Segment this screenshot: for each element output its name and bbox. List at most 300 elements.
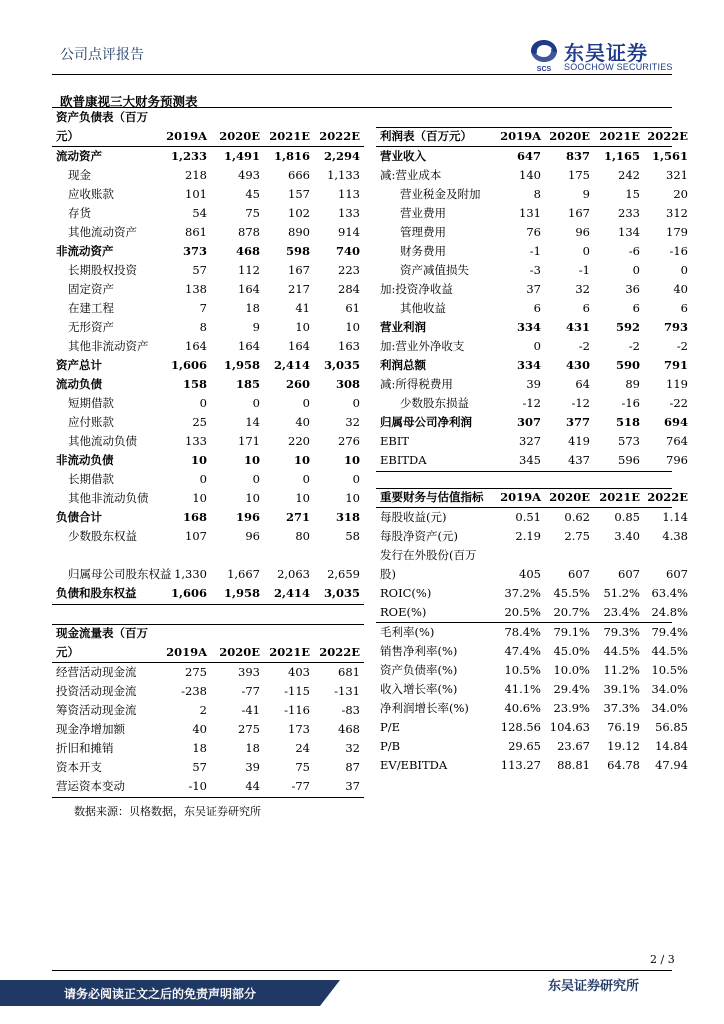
row-label: P/E bbox=[380, 720, 401, 734]
table-row bbox=[376, 546, 688, 584]
row-label: 利润总额 bbox=[380, 358, 426, 372]
row-value: 134 bbox=[618, 225, 640, 239]
row-value: 2.19 bbox=[515, 529, 541, 543]
row-value: 10 bbox=[243, 453, 260, 467]
row-value: 18 bbox=[245, 741, 260, 755]
row-value: 1,606 bbox=[170, 358, 207, 372]
row-label: EV/EBITDA bbox=[380, 758, 448, 772]
row-label: 非流动负债 bbox=[56, 453, 114, 467]
row-value: 0 bbox=[252, 472, 260, 486]
row-value: -238 bbox=[181, 684, 207, 698]
row-value: 63.4% bbox=[651, 586, 688, 600]
row-label: P/B bbox=[380, 739, 401, 753]
row-label: 在建工程 bbox=[68, 301, 114, 315]
table-row bbox=[376, 204, 688, 223]
row-label: 加:投资净收益 bbox=[380, 282, 453, 296]
row-value: 468 bbox=[235, 244, 260, 258]
row-value: -10 bbox=[188, 779, 207, 793]
row-value: 133 bbox=[185, 434, 207, 448]
table-row bbox=[376, 661, 688, 680]
row-value: -16 bbox=[621, 396, 640, 410]
row-value: 167 bbox=[288, 263, 310, 277]
row-label: 管理费用 bbox=[400, 225, 446, 239]
table-row bbox=[52, 508, 364, 527]
row-value: 9 bbox=[582, 187, 590, 201]
row-value: 590 bbox=[615, 358, 640, 372]
row-value: 19.12 bbox=[607, 739, 640, 753]
row-value: 78.4% bbox=[504, 625, 541, 639]
row-value: -83 bbox=[341, 703, 360, 717]
row-value: 157 bbox=[288, 187, 310, 201]
table-header-row bbox=[376, 488, 688, 507]
row-value: 164 bbox=[185, 339, 207, 353]
row-value: 3,035 bbox=[323, 586, 360, 600]
table-header-row bbox=[376, 127, 688, 146]
row-label: 其他非流动资产 bbox=[68, 339, 149, 353]
row-label: 收入增长率(%) bbox=[380, 682, 458, 696]
table-row bbox=[376, 337, 688, 356]
table-rule bbox=[376, 471, 672, 472]
row-value: 37.3% bbox=[603, 701, 640, 715]
row-value: 20 bbox=[673, 187, 688, 201]
table-row bbox=[376, 756, 688, 775]
row-value: 10.0% bbox=[553, 663, 590, 677]
row-label: 负债和股东权益 bbox=[56, 586, 137, 600]
table-row bbox=[52, 394, 364, 413]
row-label: EBIT bbox=[380, 434, 410, 448]
row-value: 3,035 bbox=[323, 358, 360, 372]
row-label: 每股净资产(元) bbox=[380, 529, 458, 543]
table-row bbox=[376, 699, 688, 718]
row-value: 0 bbox=[302, 396, 310, 410]
row-label: 筹资活动现金流 bbox=[56, 703, 137, 717]
table-row bbox=[52, 413, 364, 432]
row-value: 764 bbox=[666, 434, 688, 448]
header-divider bbox=[52, 74, 672, 75]
row-label: 资产负债率(%) bbox=[380, 663, 458, 677]
company-logo bbox=[528, 38, 678, 74]
row-value: 24 bbox=[295, 741, 310, 755]
row-value: 24.8% bbox=[651, 605, 688, 619]
row-value: -16 bbox=[669, 244, 688, 258]
row-value: 44.5% bbox=[603, 644, 640, 658]
row-value: 1.14 bbox=[662, 510, 688, 524]
year-header: 2021E bbox=[269, 129, 310, 143]
row-value: 32 bbox=[575, 282, 590, 296]
row-value: 1,958 bbox=[223, 358, 260, 372]
table-row bbox=[52, 546, 364, 565]
table-row bbox=[376, 242, 688, 261]
row-label: 营业税金及附加 bbox=[400, 187, 481, 201]
row-value: 796 bbox=[666, 453, 688, 467]
row-label: 长期股权投资 bbox=[68, 263, 137, 277]
row-value: 101 bbox=[185, 187, 207, 201]
table-row bbox=[52, 565, 364, 584]
row-value: 598 bbox=[285, 244, 310, 258]
row-label: 归属母公司股东权益 bbox=[68, 567, 172, 581]
row-value: 1,606 bbox=[170, 586, 207, 600]
table-row bbox=[376, 737, 688, 756]
row-value: -77 bbox=[241, 684, 260, 698]
table-row bbox=[376, 508, 688, 527]
row-label: 经营活动现金流 bbox=[56, 665, 137, 679]
row-value: 334 bbox=[516, 320, 541, 334]
footer-firm-name: 东吴证券研究所 bbox=[548, 979, 640, 994]
row-value: 10.5% bbox=[651, 663, 688, 677]
table-title-row bbox=[52, 624, 364, 643]
row-value: 29.65 bbox=[508, 739, 541, 753]
row-value: 1,330 bbox=[174, 567, 207, 581]
table-row bbox=[376, 299, 688, 318]
table-row bbox=[52, 375, 364, 394]
table-row bbox=[376, 527, 688, 546]
row-value: 133 bbox=[338, 206, 360, 220]
year-header: 2022E bbox=[647, 129, 688, 143]
row-value: 37 bbox=[526, 282, 541, 296]
row-value: -41 bbox=[241, 703, 260, 717]
report-title: 欧普康视三大财务预测表 bbox=[60, 94, 198, 109]
row-value: 275 bbox=[238, 722, 260, 736]
row-value: 57 bbox=[192, 760, 207, 774]
table-row bbox=[52, 261, 364, 280]
row-label: 每股收益(元) bbox=[380, 510, 447, 524]
row-value: 196 bbox=[235, 510, 260, 524]
row-value: 61 bbox=[345, 301, 360, 315]
row-value: 113 bbox=[338, 187, 360, 201]
row-value: 1,958 bbox=[223, 586, 260, 600]
row-label: 减:营业成本 bbox=[380, 168, 442, 182]
row-value: -6 bbox=[628, 244, 640, 258]
row-value: 791 bbox=[663, 358, 688, 372]
row-value: 29.4% bbox=[553, 682, 590, 696]
row-value: 23.67 bbox=[557, 739, 590, 753]
row-value: 307 bbox=[516, 415, 541, 429]
row-value: 10 bbox=[343, 453, 360, 467]
row-value: 88.81 bbox=[557, 758, 590, 772]
row-value: 373 bbox=[182, 244, 207, 258]
row-value: 41.1% bbox=[504, 682, 541, 696]
row-label: 非流动资产 bbox=[56, 244, 114, 258]
row-value: 0 bbox=[352, 396, 360, 410]
page-number: 2 / 3 bbox=[650, 953, 675, 966]
row-value: 64.78 bbox=[607, 758, 640, 772]
table-row bbox=[52, 318, 364, 337]
table-row bbox=[52, 739, 364, 758]
year-header: 2021E bbox=[599, 490, 640, 504]
row-label: 营业利润 bbox=[380, 320, 426, 334]
disclaimer-notice: 请务必阅读正文之后的免责声明部分 bbox=[64, 987, 257, 1001]
row-value: 393 bbox=[238, 665, 260, 679]
row-value: 0 bbox=[533, 339, 541, 353]
table-row bbox=[376, 413, 688, 432]
row-value: 914 bbox=[338, 225, 360, 239]
row-label: 营运资本变动 bbox=[56, 779, 125, 793]
report-type-label: 公司点评报告 bbox=[60, 47, 144, 63]
row-value: 87 bbox=[345, 760, 360, 774]
row-label: 流动负债 bbox=[56, 377, 102, 391]
table-row bbox=[376, 185, 688, 204]
table-row bbox=[376, 642, 688, 661]
row-value: 119 bbox=[666, 377, 688, 391]
row-label: 少数股东权益 bbox=[68, 529, 137, 543]
table-rule bbox=[52, 604, 364, 605]
table-row bbox=[376, 680, 688, 699]
table-row bbox=[376, 166, 688, 185]
table-row bbox=[52, 527, 364, 546]
table-title-row bbox=[52, 108, 364, 127]
row-value: 44.5% bbox=[651, 644, 688, 658]
row-value: 0 bbox=[302, 472, 310, 486]
row-value: 64 bbox=[575, 377, 590, 391]
row-label: 短期借款 bbox=[68, 396, 114, 410]
row-value: 23.9% bbox=[553, 701, 590, 715]
table-row bbox=[376, 356, 688, 375]
row-value: -12 bbox=[522, 396, 541, 410]
row-value: 75 bbox=[245, 206, 260, 220]
table-row bbox=[376, 223, 688, 242]
row-label-cont: 股) bbox=[380, 567, 396, 581]
row-value: 164 bbox=[238, 282, 260, 296]
table-row bbox=[52, 663, 364, 682]
row-value: 430 bbox=[565, 358, 590, 372]
row-value: 10 bbox=[293, 453, 310, 467]
table-row bbox=[52, 337, 364, 356]
row-value: 41 bbox=[295, 301, 310, 315]
row-value: 128.56 bbox=[500, 720, 541, 734]
row-value: 0 bbox=[632, 263, 640, 277]
year-header: 2020E bbox=[219, 129, 260, 143]
row-value: 89 bbox=[625, 377, 640, 391]
table-row bbox=[52, 432, 364, 451]
year-header: 2022E bbox=[319, 645, 360, 659]
row-value: 666 bbox=[288, 168, 310, 182]
row-value: 837 bbox=[565, 149, 590, 163]
data-source-note: 数据来源：贝格数据，东吴证券研究所 bbox=[74, 805, 261, 818]
row-value: 40 bbox=[192, 722, 207, 736]
row-value: 167 bbox=[568, 206, 590, 220]
row-value: 37.2% bbox=[504, 586, 541, 600]
table-title: 重要财务与估值指标 bbox=[380, 490, 484, 504]
row-value: 681 bbox=[338, 665, 360, 679]
row-value: 0 bbox=[352, 472, 360, 486]
table-title: 利润表（百万元） bbox=[380, 129, 472, 143]
row-value: 112 bbox=[238, 263, 260, 277]
row-value: 327 bbox=[519, 434, 541, 448]
row-value: 861 bbox=[185, 225, 207, 239]
row-label: 无形资产 bbox=[68, 320, 114, 334]
row-value: 113.27 bbox=[500, 758, 541, 772]
row-value: 164 bbox=[288, 339, 310, 353]
table-row bbox=[52, 204, 364, 223]
table-row bbox=[376, 451, 688, 470]
row-value: 217 bbox=[288, 282, 310, 296]
row-label: 销售净利率(%) bbox=[380, 644, 458, 658]
table-title: 现金流量表（百万 bbox=[56, 626, 148, 640]
year-header: 2019A bbox=[500, 490, 541, 504]
row-value: 242 bbox=[618, 168, 640, 182]
row-value: 185 bbox=[235, 377, 260, 391]
table-row bbox=[376, 318, 688, 337]
row-value: 9 bbox=[252, 320, 260, 334]
row-label: EBITDA bbox=[380, 453, 427, 467]
row-value: 171 bbox=[238, 434, 260, 448]
table-row bbox=[52, 701, 364, 720]
row-value: 25 bbox=[192, 415, 207, 429]
table-row bbox=[52, 489, 364, 508]
row-value: -77 bbox=[291, 779, 310, 793]
year-header: 2019A bbox=[500, 129, 541, 143]
row-value: 6 bbox=[533, 301, 541, 315]
row-value: 518 bbox=[615, 415, 640, 429]
row-value: 2,659 bbox=[327, 567, 360, 581]
row-label: ROIC(%) bbox=[380, 586, 432, 600]
row-value: -22 bbox=[669, 396, 688, 410]
row-value: 0 bbox=[252, 396, 260, 410]
row-value: 878 bbox=[238, 225, 260, 239]
table-row bbox=[376, 147, 688, 166]
row-value: 596 bbox=[618, 453, 640, 467]
row-value: 1,165 bbox=[603, 149, 640, 163]
row-value: 647 bbox=[516, 149, 541, 163]
row-value: 96 bbox=[575, 225, 590, 239]
logo-english-name: SOOCHOW SECURITIES bbox=[564, 62, 673, 72]
row-value: 179 bbox=[666, 225, 688, 239]
row-value: 37 bbox=[345, 779, 360, 793]
row-value: 694 bbox=[663, 415, 688, 429]
footer-divider bbox=[52, 970, 672, 971]
row-label: 投资活动现金流 bbox=[56, 684, 137, 698]
row-value: 220 bbox=[288, 434, 310, 448]
row-value: 140 bbox=[519, 168, 541, 182]
row-value: 57 bbox=[192, 263, 207, 277]
row-value: 32 bbox=[345, 415, 360, 429]
table-title: 资产负债表（百万 bbox=[56, 110, 148, 124]
table-row bbox=[376, 280, 688, 299]
year-header: 2021E bbox=[599, 129, 640, 143]
row-value: 1,491 bbox=[223, 149, 260, 163]
row-value: 271 bbox=[285, 510, 310, 524]
year-header: 2021E bbox=[269, 645, 310, 659]
row-value: 0.62 bbox=[564, 510, 590, 524]
row-value: 7 bbox=[199, 301, 207, 315]
row-value: 419 bbox=[568, 434, 590, 448]
logo-mark-text: SCS bbox=[536, 66, 552, 72]
row-value: 79.3% bbox=[603, 625, 640, 639]
table-row bbox=[52, 299, 364, 318]
row-value: 14 bbox=[245, 415, 260, 429]
row-value: 10.5% bbox=[504, 663, 541, 677]
row-value: 79.1% bbox=[553, 625, 590, 639]
table-row bbox=[52, 470, 364, 489]
table-row bbox=[52, 280, 364, 299]
row-value: -3 bbox=[529, 263, 541, 277]
row-value: 4.38 bbox=[662, 529, 688, 543]
row-value: 76 bbox=[526, 225, 541, 239]
row-value: 10 bbox=[295, 320, 310, 334]
row-value: 10 bbox=[345, 320, 360, 334]
row-value: 8 bbox=[533, 187, 541, 201]
row-label: 现金净增加额 bbox=[56, 722, 125, 736]
table-row bbox=[52, 451, 364, 470]
row-value: 2,414 bbox=[273, 586, 310, 600]
row-label: 应付账款 bbox=[68, 415, 114, 429]
row-value: 468 bbox=[338, 722, 360, 736]
year-header: 2019A bbox=[166, 129, 207, 143]
row-value: 6 bbox=[680, 301, 688, 315]
row-value: 39 bbox=[526, 377, 541, 391]
row-value: 0.51 bbox=[515, 510, 541, 524]
row-value: 312 bbox=[666, 206, 688, 220]
row-value: 345 bbox=[519, 453, 541, 467]
row-value: 1,133 bbox=[327, 168, 360, 182]
row-value: 163 bbox=[338, 339, 360, 353]
row-value: 1,561 bbox=[651, 149, 688, 163]
row-value: 276 bbox=[338, 434, 360, 448]
table-row bbox=[52, 147, 364, 166]
row-label: 固定资产 bbox=[68, 282, 114, 296]
row-value: 3.40 bbox=[614, 529, 640, 543]
row-label: 其他流动资产 bbox=[68, 225, 137, 239]
row-value: 40.6% bbox=[504, 701, 541, 715]
row-value: 0 bbox=[582, 244, 590, 258]
table-row bbox=[52, 223, 364, 242]
row-value: 80 bbox=[295, 529, 310, 543]
row-value: -12 bbox=[571, 396, 590, 410]
footer-bar-tail bbox=[320, 980, 724, 1006]
row-value: 40 bbox=[295, 415, 310, 429]
table-rule bbox=[52, 797, 364, 798]
table-row bbox=[52, 777, 364, 796]
row-value: 47.94 bbox=[655, 758, 688, 772]
row-value: 275 bbox=[185, 665, 207, 679]
table-row bbox=[52, 356, 364, 375]
table-row bbox=[52, 720, 364, 739]
row-value: 6 bbox=[632, 301, 640, 315]
table-row bbox=[52, 166, 364, 185]
table-row bbox=[376, 718, 688, 737]
row-value: 1,816 bbox=[273, 149, 310, 163]
row-value: 102 bbox=[288, 206, 310, 220]
table-row bbox=[376, 584, 688, 603]
row-value: -116 bbox=[284, 703, 310, 717]
table-row bbox=[376, 261, 688, 280]
row-value: 0.85 bbox=[614, 510, 640, 524]
table-header-row bbox=[52, 643, 364, 662]
row-label: ROE(%) bbox=[380, 605, 427, 619]
row-label: 其他非流动负债 bbox=[68, 491, 149, 505]
row-label: 净利润增长率(%) bbox=[380, 701, 469, 715]
row-value: 740 bbox=[335, 244, 360, 258]
row-value: 18 bbox=[192, 741, 207, 755]
row-value: 175 bbox=[568, 168, 590, 182]
row-value: 321 bbox=[666, 168, 688, 182]
row-value: 45 bbox=[245, 187, 260, 201]
row-label: 资本开支 bbox=[56, 760, 102, 774]
row-value: 405 bbox=[519, 567, 541, 581]
row-value: 20.5% bbox=[504, 605, 541, 619]
row-value: 890 bbox=[288, 225, 310, 239]
table-row bbox=[376, 375, 688, 394]
row-value: -115 bbox=[284, 684, 310, 698]
row-value: 54 bbox=[192, 206, 207, 220]
row-value: 2,063 bbox=[277, 567, 310, 581]
row-value: 573 bbox=[618, 434, 640, 448]
year-header: 2022E bbox=[647, 490, 688, 504]
table-row bbox=[52, 242, 364, 261]
row-value: 0 bbox=[680, 263, 688, 277]
row-value: 592 bbox=[615, 320, 640, 334]
row-value: -1 bbox=[578, 263, 590, 277]
